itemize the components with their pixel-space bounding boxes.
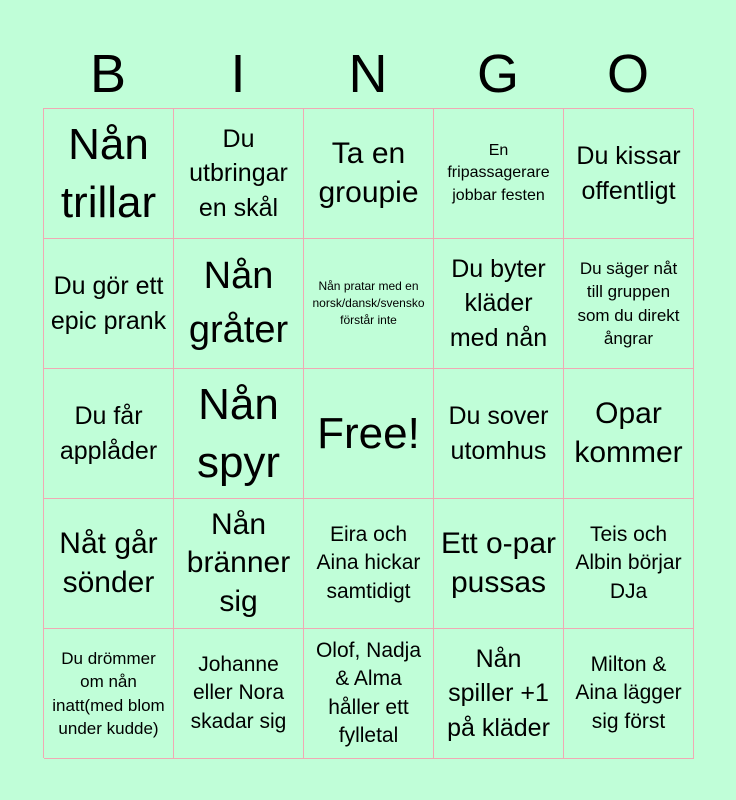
bingo-cell[interactable] — [434, 109, 564, 239]
bingo-cell[interactable] — [304, 629, 434, 759]
bingo-cell[interactable] — [174, 369, 304, 499]
cell-text: Milton & Aina lägger sig först — [575, 652, 682, 733]
cell-text: Nåt går sönder — [59, 527, 158, 599]
cell-text: Nån trillar — [60, 120, 157, 227]
cell-text: En fripassagerare jobbar festen — [447, 141, 550, 204]
cell-text: Eira och Aina hickar samtidigt — [316, 522, 421, 603]
cell-text: Du drömmer om nån inatt(med blom under kudde) — [52, 649, 165, 738]
bingo-cell[interactable] — [44, 629, 174, 759]
bingo-cell[interactable] — [174, 109, 304, 239]
bingo-cell[interactable] — [434, 629, 564, 759]
bingo-cell[interactable] — [434, 239, 564, 369]
cell-text: Olof, Nadja & Alma håller ett fylletal — [315, 638, 422, 747]
cell-text: Du sover utomhus — [448, 402, 549, 465]
cell-text: Ett o-par pussas — [440, 527, 557, 599]
bingo-cell[interactable] — [174, 629, 304, 759]
cell-text: Nån pratar med en norsk/dansk/svensko förstår inte — [312, 279, 425, 327]
cell-text: Opar kommer — [574, 397, 683, 469]
bingo-cell[interactable] — [44, 369, 174, 499]
bingo-cell[interactable] — [44, 499, 174, 629]
header-letter-g: G — [476, 44, 519, 104]
header-letter-o: O — [606, 44, 649, 104]
bingo-cell[interactable] — [564, 239, 694, 369]
bingo-cell[interactable] — [304, 239, 434, 369]
bingo-cell[interactable] — [44, 239, 174, 369]
cell-text: Du gör ett epic prank — [50, 272, 167, 335]
bingo-cell[interactable] — [44, 109, 174, 239]
bingo-cell[interactable] — [564, 369, 694, 499]
header-letter-n: N — [348, 44, 388, 104]
cell-text: Nån spyr — [196, 380, 281, 487]
free-space[interactable] — [304, 369, 434, 499]
cell-text: Nån spiller +1 på kläder — [447, 644, 550, 742]
cell-text: Du säger nåt till gruppen som du direkt ångrar — [577, 259, 680, 348]
cell-text: Du byter kläder med nån — [449, 254, 548, 352]
bingo-cell[interactable] — [304, 499, 434, 629]
cell-text: Du får applåder — [59, 402, 158, 465]
bingo-cell[interactable] — [564, 109, 694, 239]
cell-text: Ta en groupie — [318, 137, 419, 209]
bingo-cell[interactable] — [174, 499, 304, 629]
bingo-cell[interactable] — [434, 369, 564, 499]
cell-text: Du utbringar en skål — [189, 124, 288, 222]
cell-text: Du kissar offentligt — [576, 142, 681, 205]
cell-text: Nån gråter — [188, 255, 289, 351]
cell-text: Free! — [317, 408, 420, 458]
bingo-cell[interactable] — [434, 499, 564, 629]
cell-text: Johanne eller Nora skadar sig — [190, 652, 287, 733]
bingo-cell[interactable] — [304, 109, 434, 239]
header-letter-i: I — [230, 44, 246, 104]
bingo-cell[interactable] — [564, 629, 694, 759]
bingo-header — [43, 40, 693, 108]
header-letter-b: B — [89, 44, 127, 104]
bingo-card — [43, 108, 693, 758]
cell-text: Nån bränner sig — [186, 508, 291, 618]
cell-text: Teis och Albin börjar DJa — [575, 522, 682, 603]
bingo-cell[interactable] — [174, 239, 304, 369]
bingo-cell[interactable] — [564, 499, 694, 629]
